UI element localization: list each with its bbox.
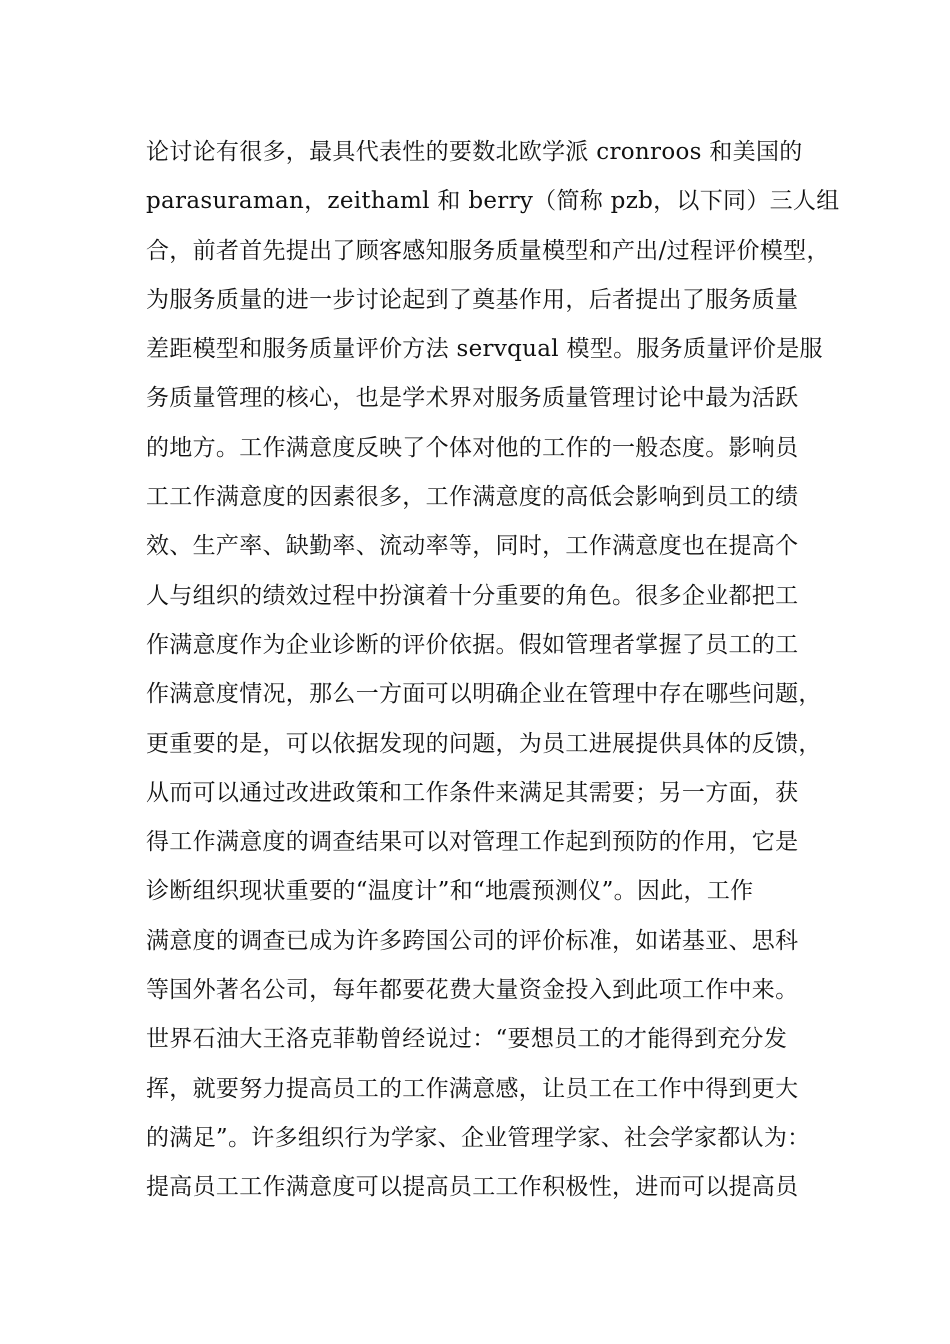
text-line-10: 人与组织的绩效过程中扮演着十分重要的角色。很多企业都把工 bbox=[146, 582, 799, 609]
text-line-4: 为服务质量的进一步讨论起到了奠基作用，后者提出了服务质量 bbox=[146, 286, 799, 313]
text-line-9: 效、生产率、缺勤率、流动率等，同时，工作满意度也在提高个 bbox=[146, 533, 799, 560]
text-line-6: 务质量管理的核心，也是学术界对服务质量管理讨论中最为活跃 bbox=[146, 385, 799, 412]
text-line-8: 工工作满意度的因素很多，工作满意度的高低会影响到员工的绩 bbox=[146, 484, 799, 511]
text-line-14: 从而可以通过改进政策和工作条件来满足其需要；另一方面，获 bbox=[146, 779, 799, 806]
text-line-21: 的满足”。许多组织行为学家、企业管理学家、社会学家都认为： bbox=[146, 1124, 811, 1151]
text-line-19: 世界石油大王洛克菲勒曾经说过：“要想员工的才能得到充分发 bbox=[146, 1026, 788, 1053]
text-line-20: 挥，就要努力提高员工的工作满意感，让员工在工作中得到更大 bbox=[146, 1075, 799, 1102]
text-line-2: parasuraman，zeithaml 和 berry（简称 pzb，以下同）三人组 bbox=[146, 188, 840, 215]
text-line-22: 提高员工工作满意度可以提高员工工作积极性，进而可以提高员 bbox=[146, 1174, 799, 1201]
text-line-3: 合，前者首先提出了顾客感知服务质量模型和产出/过程评价模型， bbox=[146, 237, 830, 264]
text-line-1: 论讨论有很多，最具代表性的要数北欧学派 cronroos 和美国的 bbox=[146, 139, 803, 165]
text-line-12: 作满意度情况，那么一方面可以明确企业在管理中存在哪些问题， bbox=[146, 681, 822, 708]
text-line-11: 作满意度作为企业诊断的评价依据。假如管理者掌握了员工的工 bbox=[146, 631, 799, 658]
text-line-7: 的地方。工作满意度反映了个体对他的工作的一般态度。影响员 bbox=[146, 434, 799, 461]
text-line-16: 诊断组织现状重要的“温度计”和“地震预测仪”。因此，工作 bbox=[146, 878, 754, 905]
body-paragraph bbox=[146, 128, 840, 1213]
text-line-17: 满意度的调查已成为许多跨国公司的评价标准，如诺基亚、思科 bbox=[146, 927, 799, 954]
text-line-15: 得工作满意度的调查结果可以对管理工作起到预防的作用，它是 bbox=[146, 829, 799, 856]
text-line-5: 差距模型和服务质量评价方法 servqual 模型。服务质量评价是服 bbox=[146, 336, 823, 363]
text-line-13: 更重要的是，可以依据发现的问题，为员工进展提供具体的反馈， bbox=[146, 730, 822, 757]
text-line-18: 等国外著名公司，每年都要花费大量资金投入到此项工作中来。 bbox=[146, 977, 799, 1004]
